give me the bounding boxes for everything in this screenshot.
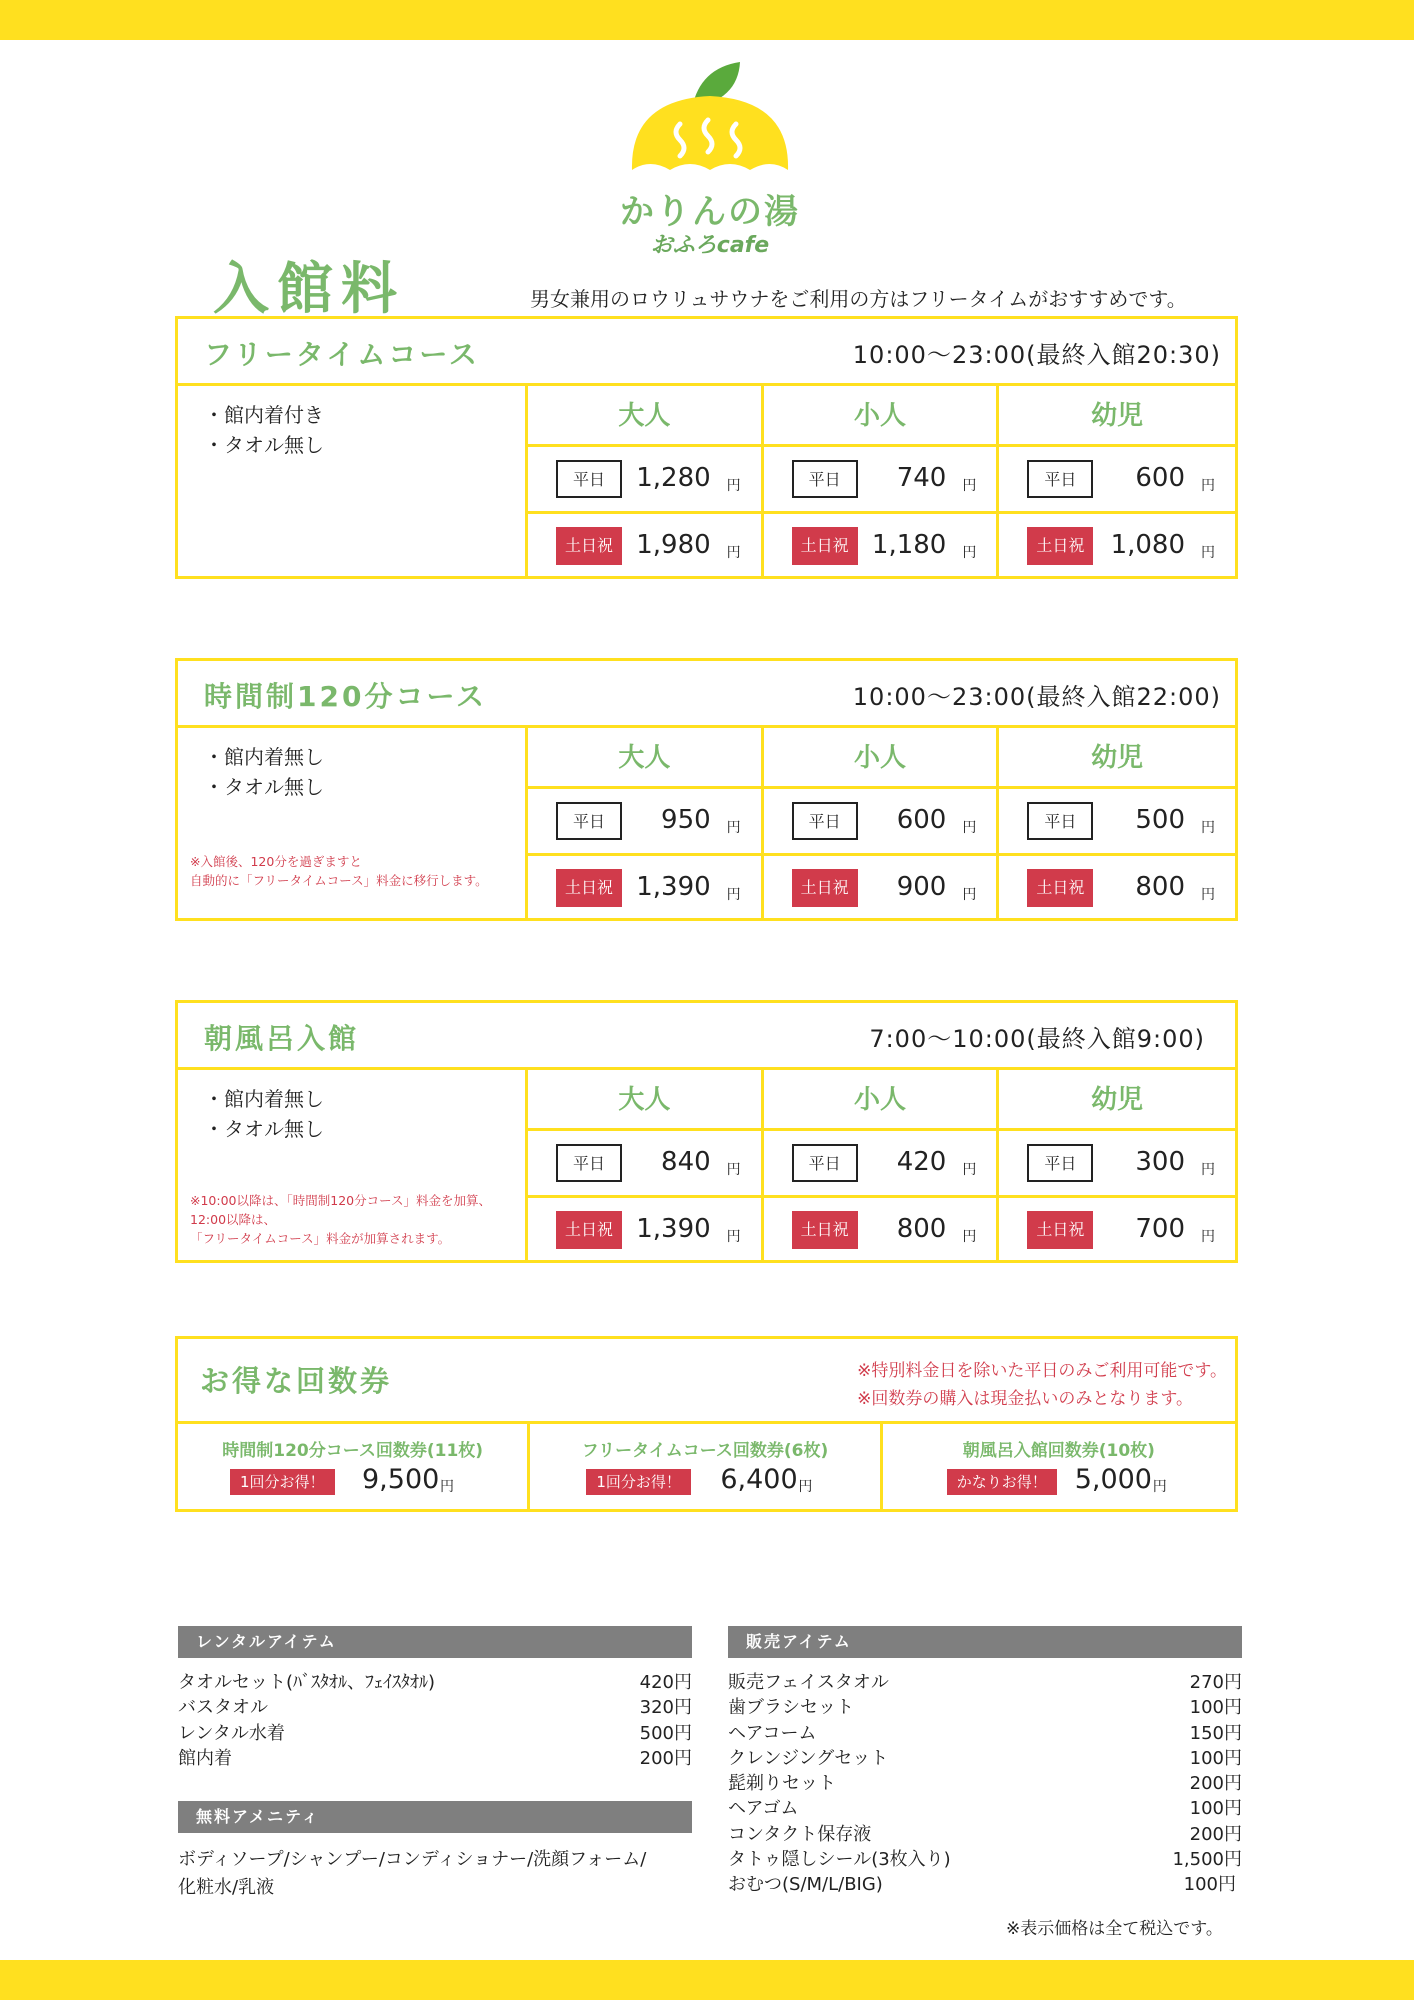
yen-unit: 円 [1201, 887, 1215, 903]
price: 800 [896, 1214, 947, 1244]
ticket-price: 5,000 [1074, 1464, 1152, 1495]
tax-note: ※表示価格は全て税込です。 [1006, 1919, 1223, 1939]
adult-header: 大人 [528, 386, 761, 447]
yen-unit: 円 [962, 887, 977, 903]
list-item [728, 1695, 1242, 1720]
adult-header: 大人 [528, 728, 761, 789]
price: 900 [896, 872, 947, 902]
course-red-note: ※入館後、120分を過ぎますと [190, 854, 362, 869]
holiday-tag: 土日祝 [556, 869, 622, 907]
course-note: ・タオル無し [204, 433, 324, 457]
price: 420 [896, 1147, 947, 1177]
yen-unit: 円 [1201, 545, 1215, 561]
holiday-tag: 土日祝 [1027, 1211, 1093, 1249]
price: 1,180 [871, 530, 947, 560]
infant-header: 幼児 [999, 728, 1235, 789]
list-item [178, 1746, 692, 1771]
course-note: ・タオル無し [204, 1117, 324, 1141]
holiday-tag: 土日祝 [1027, 527, 1093, 565]
price: 1,390 [636, 1214, 711, 1244]
yen-unit: 円 [1201, 1162, 1215, 1178]
page-title: 入館料 [213, 257, 405, 322]
amenity-list [178, 1846, 698, 1902]
list-item [178, 1695, 692, 1720]
tickets-note: ※特別料金日を除いた平日のみご利用可能です。 [857, 1361, 1227, 1381]
adult-header: 大人 [528, 1070, 761, 1131]
price: 1,280 [636, 463, 711, 493]
ticket-price: 9,500 [362, 1464, 440, 1495]
child-header: 小人 [764, 1070, 997, 1131]
item-price: 420円 [639, 1672, 692, 1693]
rental-list [178, 1670, 692, 1771]
item-name: 館内着 [178, 1747, 232, 1769]
item-name: 販売フェイスタオル [728, 1672, 889, 1693]
tickets-note: ※回数券の購入は現金払いのみとなります。 [857, 1389, 1193, 1409]
yen-unit: 円 [726, 820, 741, 836]
price: 840 [661, 1147, 711, 1177]
yen-unit: 円 [1201, 820, 1215, 836]
weekday-tag: 平日 [1027, 1144, 1093, 1182]
price: 600 [1135, 463, 1185, 493]
weekday-tag: 平日 [792, 460, 858, 498]
list-item [728, 1721, 1242, 1746]
ticket-price: 6,400 [720, 1464, 798, 1495]
price: 1,390 [636, 872, 711, 902]
price: 300 [1135, 1147, 1185, 1177]
price: 500 [1135, 805, 1185, 835]
course-hours: 10:00～23:00(最終入館22:00) [852, 683, 1221, 711]
holiday-tag: 土日祝 [1027, 869, 1093, 907]
coupon-tickets [175, 1336, 1238, 1512]
item-price: 100円 [1189, 1798, 1242, 1820]
list-item [728, 1822, 1242, 1847]
item-price: 200円 [1189, 1823, 1242, 1845]
yen-unit: 円 [962, 1229, 977, 1245]
weekday-tag: 平日 [1027, 802, 1093, 840]
child-header: 小人 [764, 728, 997, 789]
ticket-item [530, 1424, 882, 1512]
yen-unit: 円 [726, 478, 741, 494]
item-price: 270円 [1189, 1672, 1242, 1693]
course-title: 朝風呂入館 [204, 1022, 360, 1055]
weekday-tag: 平日 [792, 802, 858, 840]
yen-unit: 円 [1201, 478, 1215, 494]
holiday-tag: 土日祝 [556, 527, 622, 565]
course-title: フリータイムコース [204, 338, 480, 371]
brand-sub: おふろcafe [650, 233, 770, 258]
ticket-name: 時間制120分コース回数券(11枚) [222, 1441, 484, 1461]
infant-header: 幼児 [999, 1070, 1235, 1131]
holiday-tag: 土日祝 [556, 1211, 622, 1249]
yen-unit: 円 [726, 1229, 741, 1245]
course-red-note: ※10:00以降は、「時間制120分コース」料金を加算、 [190, 1193, 491, 1208]
course-red-note: 自動的に「フリータイムコース」料金に移行します。 [190, 873, 488, 888]
yen-unit: 円 [962, 1162, 977, 1178]
ticket-badge: かなりお得！ [947, 1469, 1057, 1495]
price: 1,980 [636, 530, 711, 560]
list-item [728, 1670, 1242, 1695]
ticket-name: 朝風呂入館回数券(10枚) [962, 1441, 1155, 1461]
list-item [178, 1670, 692, 1695]
list-item [728, 1872, 1242, 1897]
weekday-tag: 平日 [1027, 460, 1093, 498]
yen-unit: 円 [962, 545, 977, 561]
item-name: ヘアゴム [728, 1798, 799, 1820]
item-price: 100円 [1189, 1697, 1242, 1719]
item-price: 500円 [639, 1722, 692, 1744]
brand-name: かりんの湯 [620, 192, 800, 232]
course-note: ・タオル無し [204, 775, 324, 799]
tickets-title: お得な回数券 [200, 1364, 393, 1398]
lemon-onsen-icon [600, 60, 820, 184]
top-band [0, 0, 1414, 40]
course-red-note: 12:00以降は、 [190, 1212, 277, 1227]
item-price: 200円 [639, 1747, 692, 1769]
ticket-badge: 1回分お得！ [230, 1469, 335, 1495]
item-price: 150円 [1189, 1722, 1242, 1744]
price: 700 [1135, 1214, 1185, 1244]
item-name: ヘアコーム [728, 1722, 817, 1744]
yen-unit: 円 [798, 1479, 813, 1495]
yen-unit: 円 [962, 478, 977, 494]
weekday-tag: 平日 [556, 460, 622, 498]
price: 740 [896, 463, 947, 493]
list-item [728, 1771, 1242, 1796]
price: 800 [1135, 872, 1185, 902]
item-name: クレンジングセット [728, 1747, 889, 1769]
weekday-tag: 平日 [792, 1144, 858, 1182]
item-name: タオルセット(ﾊﾞｽﾀｵﾙ、ﾌｪｲｽﾀｵﾙ) [178, 1672, 436, 1693]
yen-unit: 円 [440, 1479, 454, 1495]
item-name: 歯ブラシセット [728, 1697, 854, 1719]
bottom-band [0, 1960, 1414, 2000]
ticket-item [883, 1424, 1235, 1512]
course-note: ・館内着付き [204, 403, 324, 427]
amenity-line: 化粧水/乳液 [178, 1877, 275, 1898]
item-name: 髭剃りセット [728, 1773, 836, 1795]
infant-header: 幼児 [999, 386, 1235, 447]
item-price: 320円 [639, 1697, 692, 1719]
yen-unit: 円 [1152, 1479, 1167, 1495]
course-free-time [175, 316, 1238, 579]
item-name: コンタクト保存液 [728, 1823, 872, 1845]
item-price: 1,500円 [1172, 1849, 1242, 1871]
item-price: 100円 [1183, 1874, 1236, 1896]
list-item [728, 1847, 1242, 1872]
ticket-name: フリータイムコース回数券(6枚) [581, 1441, 829, 1461]
price: 1,080 [1110, 530, 1185, 560]
course-title: 時間制120分コース [204, 680, 488, 713]
yen-unit: 円 [1201, 1229, 1215, 1245]
course-red-note: 「フリータイムコース」料金が加算されます。 [190, 1231, 451, 1246]
price: 600 [896, 805, 947, 835]
item-name: レンタル水着 [178, 1722, 285, 1744]
list-item [178, 1721, 692, 1746]
ticket-badge: 1回分お得！ [586, 1469, 691, 1495]
amenity-header: 無料アメニティ [178, 1801, 692, 1833]
price: 950 [661, 805, 711, 835]
holiday-tag: 土日祝 [792, 527, 858, 565]
yen-unit: 円 [726, 887, 741, 903]
brand-logo [600, 60, 820, 270]
holiday-tag: 土日祝 [792, 869, 858, 907]
course-morning-bath [175, 1000, 1238, 1263]
rental-header: レンタルアイテム [178, 1626, 692, 1658]
weekday-tag: 平日 [556, 1144, 622, 1182]
course-hours: 7:00～10:00(最終入館9:00) [869, 1025, 1205, 1053]
list-item [728, 1796, 1242, 1821]
child-header: 小人 [764, 386, 997, 447]
amenity-line: ボディソープ/シャンプー/コンディショナー/洗顔フォーム/ [178, 1849, 647, 1870]
sales-list [728, 1670, 1242, 1898]
course-hours: 10:00～23:00(最終入館20:30) [852, 341, 1221, 369]
course-note: ・館内着無し [204, 1087, 324, 1111]
item-price: 100円 [1189, 1747, 1242, 1769]
weekday-tag: 平日 [556, 802, 622, 840]
yen-unit: 円 [962, 820, 977, 836]
holiday-tag: 土日祝 [792, 1211, 858, 1249]
item-name: バスタオル [178, 1697, 268, 1719]
item-name: タトゥ隠しシール(3枚入り) [728, 1849, 951, 1871]
course-120min [175, 658, 1238, 921]
course-note: ・館内着無し [204, 745, 324, 769]
yen-unit: 円 [726, 545, 741, 561]
ticket-item [178, 1424, 530, 1512]
item-price: 200円 [1189, 1773, 1242, 1795]
list-item [728, 1746, 1242, 1771]
yen-unit: 円 [726, 1162, 741, 1178]
item-name: おむつ(S/M/L/BIG) [728, 1874, 883, 1896]
page-note: 男女兼用のロウリュサウナをご利用の方はフリータイムがおすすめです。 [530, 287, 1187, 311]
sales-header: 販売アイテム [728, 1626, 1242, 1658]
